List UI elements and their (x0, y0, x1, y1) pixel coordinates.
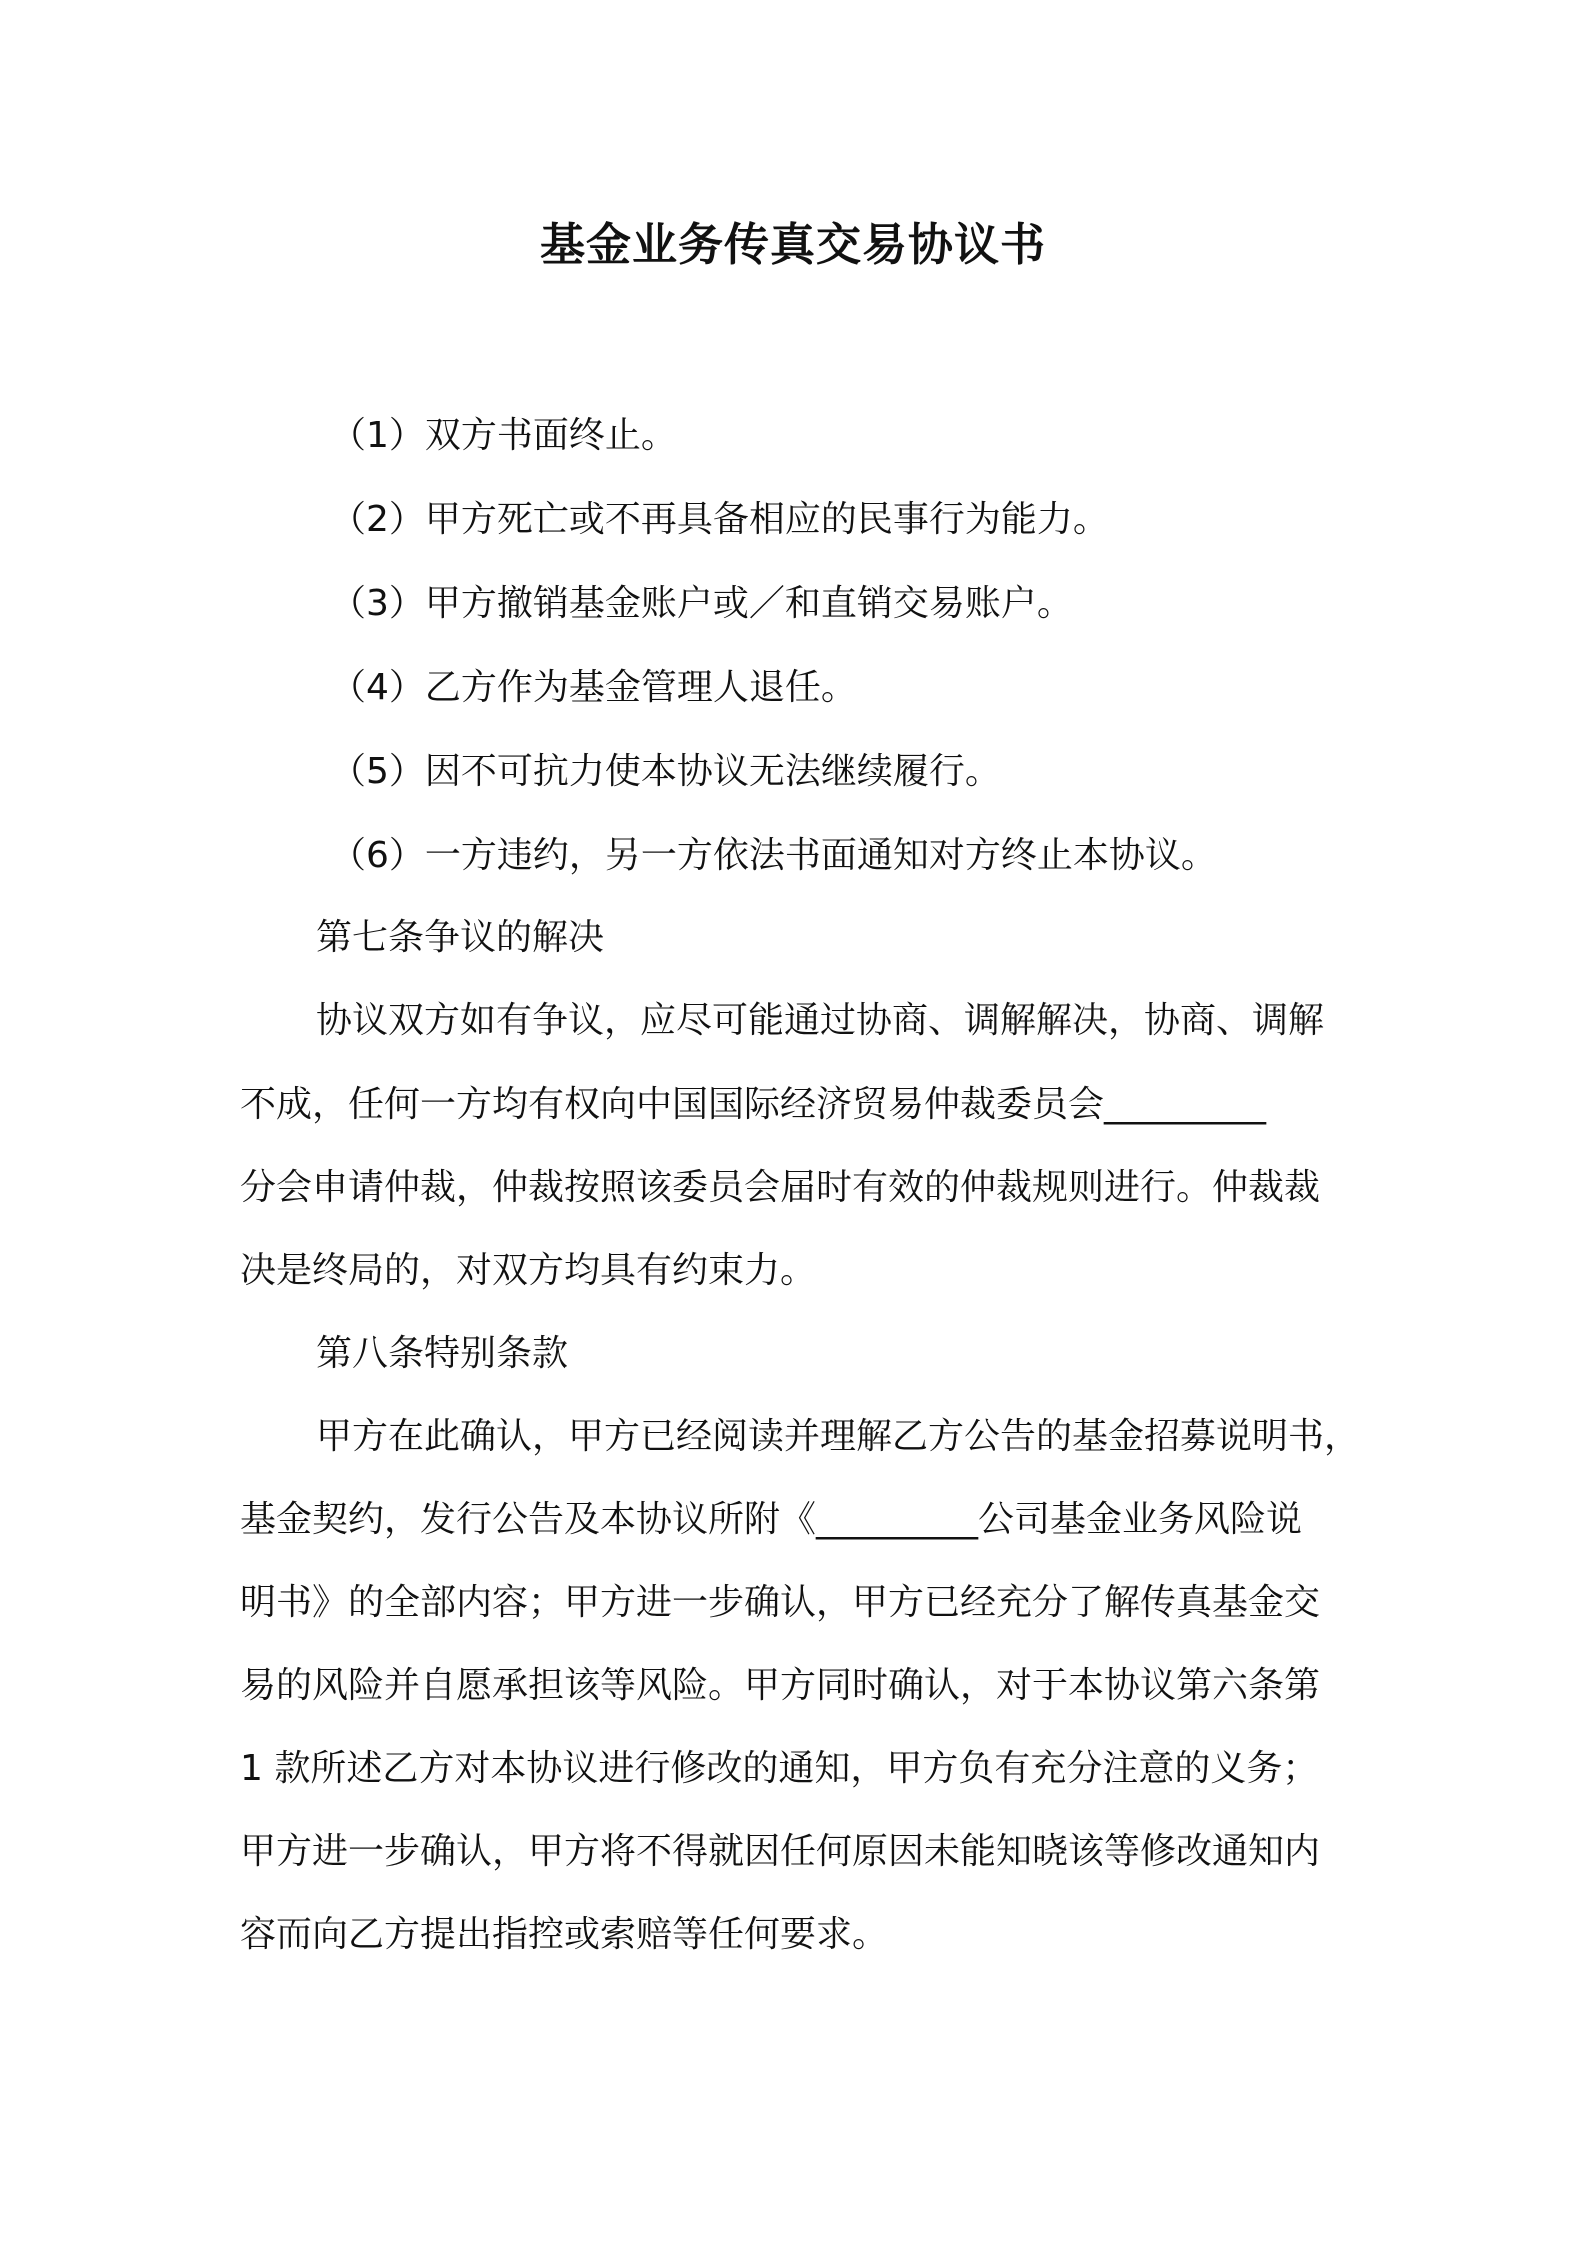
article-7-paragraph-line: 决是终局的，对双方均具有约束力。 (240, 1250, 817, 1291)
list-item: （6）一方违约，另一方依法书面通知对方终止本协议。 (330, 835, 1217, 876)
article-8-paragraph-line: 甲方进一步确认，甲方将不得就因任何原因未能知晓该等修改通知内 (240, 1831, 1321, 1872)
article-8-paragraph-line: 1 款所述乙方对本协议进行修改的通知，甲方负有充分注意的义务； (240, 1748, 1319, 1789)
list-item: （3）甲方撤销基金账户或／和直销交易账户。 (330, 583, 1073, 624)
list-item: （1）双方书面终止。 (330, 415, 677, 456)
list-item: （4）乙方作为基金管理人退任。 (330, 667, 857, 708)
article-8-heading: 第八条特别条款 (316, 1333, 569, 1374)
article-7-heading: 第七条争议的解决 (316, 917, 605, 958)
article-7-paragraph-line: 分会申请仲裁，仲裁按照该委员会届时有效的仲裁规则进行。仲裁裁 (240, 1167, 1321, 1208)
article-7-paragraph-line: 协议双方如有争议，应尽可能通过协商、调解解决，协商、调解 (316, 1000, 1325, 1041)
article-8-paragraph-line: 基金契约，发行公告及本协议所附《_________公司基金业务风险说 (240, 1499, 1303, 1540)
article-7-paragraph-line: 不成，任何一方均有权向中国国际经济贸易仲裁委员会_________ (240, 1084, 1267, 1125)
list-item: （2）甲方死亡或不再具备相应的民事行为能力。 (330, 499, 1109, 540)
list-item: （5）因不可抗力使本协议无法继续履行。 (330, 751, 1001, 792)
article-8-paragraph-line: 明书》的全部内容；甲方进一步确认，甲方已经充分了解传真基金交 (240, 1582, 1321, 1623)
article-8-paragraph-line: 易的风险并自愿承担该等风险。甲方同时确认，对于本协议第六条第 (240, 1665, 1321, 1706)
article-8-paragraph-line: 甲方在此确认，甲方已经阅读并理解乙方公告的基金招募说明书， (316, 1416, 1361, 1457)
article-8-paragraph-line: 容而向乙方提出指控或索赔等任何要求。 (240, 1914, 889, 1955)
document-title: 基金业务传真交易协议书 (539, 218, 1046, 271)
